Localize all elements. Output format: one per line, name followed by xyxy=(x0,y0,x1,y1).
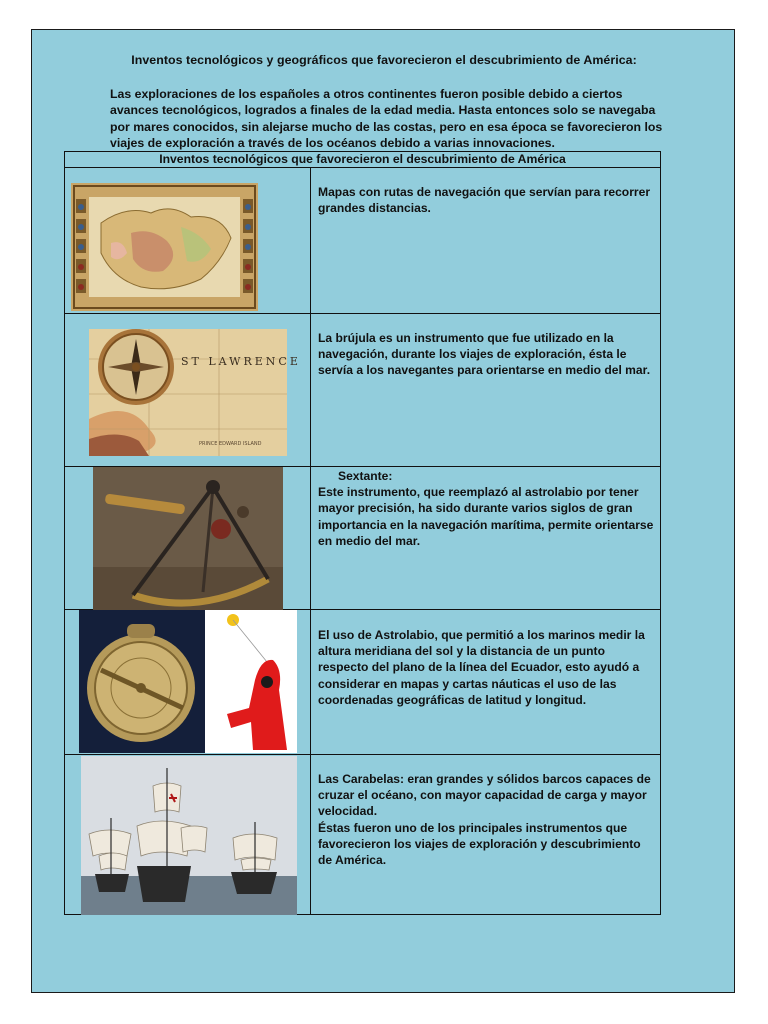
map-label: ST LAWRENCE xyxy=(181,355,301,368)
maps-description: Mapas con rutas de navegación que servían para recorrer grandes distancias. xyxy=(318,185,651,216)
sextant-title: Sextante: xyxy=(338,469,393,483)
table-header: Inventos tecnológicos que favorecieron el descubrimiento de América xyxy=(65,152,660,168)
map-label-2: PRINCE EDWARD ISLAND xyxy=(199,441,262,447)
table-row-caravels xyxy=(65,755,660,914)
astrolabe-image xyxy=(79,610,205,753)
old-map-image xyxy=(71,183,258,311)
caravels-description: Las Carabelas: eran grandes y sólidos barcos capaces de cruzar el océano, con mayor capacidad de carga y mayor velocidad. Éstas fueron uno de los principales instrumentos que favorecieron los viajes de exploración y descubrimiento de América. xyxy=(318,772,651,868)
table-row-sextant xyxy=(65,467,660,610)
caravels-image xyxy=(81,756,297,915)
document-heading: Inventos tecnológicos y geográficos que favorecieron el descubrimiento de América: xyxy=(131,53,637,67)
sextant-image xyxy=(93,467,283,610)
astrolabe-description: El uso de Astrolabio, que permitió a los marinos medir la altura meridiana del sol y la distancia de un punto respecto del plano de la línea del Ecuador, esto ayudó a considerar en mapas y cartas náuticas el uso de las coordenadas geográficas de latitud y longitud. xyxy=(318,628,645,707)
navigator-figure-image xyxy=(205,610,297,753)
sextant-text: Este instrumento, que reemplazó al astrolabio por tener mayor precisión, ha sido durante varios siglos de gran importancia en la navegación marítima, permite orientarse en medio del mar. xyxy=(318,485,654,548)
column-divider xyxy=(310,467,311,609)
inventions-table xyxy=(64,151,661,915)
compass-description: La brújula es un instrumento que fue utilizado en la navegación, durante los viajes de exploración, ésta le servía a los navegantes para orientarse en medio del mar. xyxy=(318,331,651,378)
column-divider xyxy=(310,167,311,313)
sextant-description xyxy=(318,468,658,549)
table-row-astrolabe xyxy=(65,610,660,755)
column-divider xyxy=(310,314,311,466)
page-frame xyxy=(31,29,735,993)
intro-paragraph: Las exploraciones de los españoles a otros continentes fueron posible debido a ciertos avances tecnológicos, logrados a finales de la edad media. Hasta entonces solo se navegaba por mares conocidos, sin alejarse mucho de las costas, pero en esa época se favorecieron los viajes de exploración a través de los océanos debido a varias innovaciones. xyxy=(110,87,663,150)
table-row-maps xyxy=(65,167,660,314)
table-row-compass xyxy=(65,314,660,467)
column-divider xyxy=(310,610,311,754)
column-divider xyxy=(310,755,311,914)
compass-image xyxy=(89,329,301,456)
